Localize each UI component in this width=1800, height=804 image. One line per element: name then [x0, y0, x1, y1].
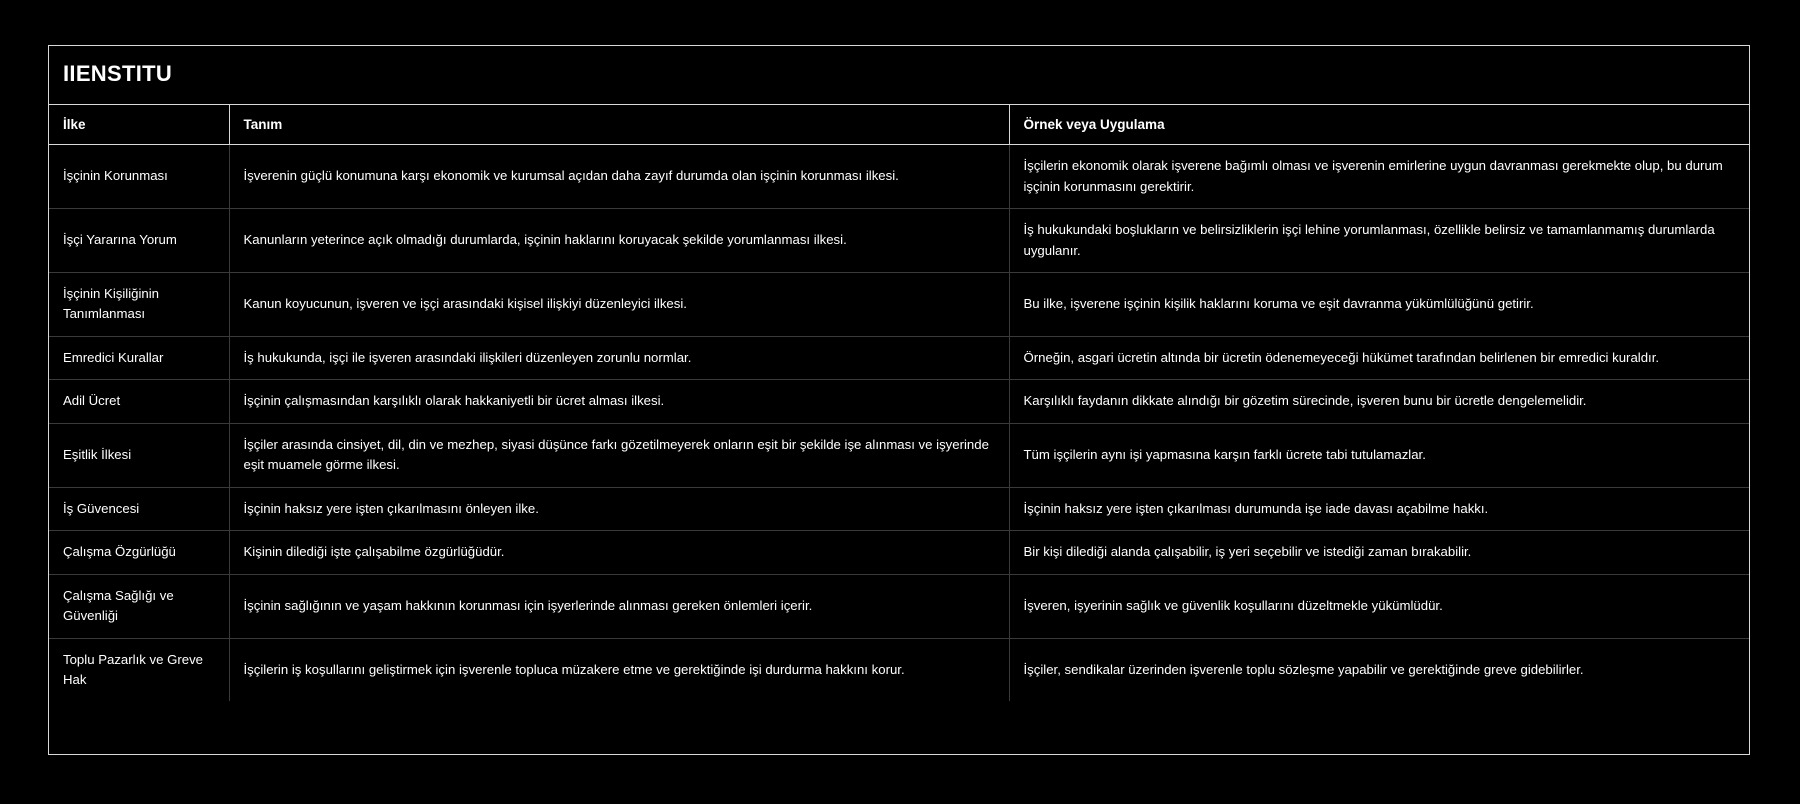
cell-ornek: İşveren, işyerinin sağlık ve güvenlik koşullarını düzeltmekle yükümlüdür. [1009, 574, 1749, 638]
table-row [49, 273, 1749, 337]
table-row [49, 145, 1749, 209]
brand-row [49, 46, 1749, 105]
table-row [49, 209, 1749, 273]
brand-title: IIENSTITU [63, 61, 173, 86]
table-head [49, 46, 1749, 145]
cell-ornek: İşçinin haksız yere işten çıkarılması durumunda işe iade davası açabilme hakkı. [1009, 487, 1749, 530]
cell-ilke: İşçinin Korunması [49, 145, 229, 209]
cell-tanim: İş hukukunda, işçi ile işveren arasındaki ilişkileri düzenleyen zorunlu normlar. [229, 336, 1009, 379]
column-header-tanim: Tanım [229, 105, 1009, 145]
principles-table [49, 46, 1749, 701]
cell-ornek: İşçilerin ekonomik olarak işverene bağımlı olması ve işverenin emirlerine uygun davranması gerekmekte olup, bu durum işçinin korunmasını gerektirir. [1009, 145, 1749, 209]
table-row [49, 423, 1749, 487]
cell-ilke: Toplu Pazarlık ve Greve Hak [49, 638, 229, 701]
cell-ornek: Örneğin, asgari ücretin altında bir ücretin ödenemeyeceği hükümet tarafından belirlenen bir emredici kuraldır. [1009, 336, 1749, 379]
cell-ilke: Emredici Kurallar [49, 336, 229, 379]
cell-ilke: İşçinin Kişiliğinin Tanımlanması [49, 273, 229, 337]
cell-ornek: Karşılıklı faydanın dikkate alındığı bir gözetim sürecinde, işveren bunu bir ücretle dengelemelidir. [1009, 380, 1749, 423]
cell-ornek: İş hukukundaki boşlukların ve belirsizliklerin işçi lehine yorumlanması, özellikle belirsiz ve tamamlanmamış durumlarda uygulanır. [1009, 209, 1749, 273]
cell-ornek: Bu ilke, işverene işçinin kişilik haklarını koruma ve eşit davranma yükümlülüğünü getirir. [1009, 273, 1749, 337]
cell-tanim: İşverenin güçlü konumuna karşı ekonomik ve kurumsal açıdan daha zayıf durumda olan işçinin korunması ilkesi. [229, 145, 1009, 209]
table-row [49, 380, 1749, 423]
column-header-ornek: Örnek veya Uygulama [1009, 105, 1749, 145]
cell-ilke: Çalışma Özgürlüğü [49, 531, 229, 574]
cell-tanim: Kişinin dilediği işte çalışabilme özgürlüğüdür. [229, 531, 1009, 574]
principles-table-container [48, 45, 1750, 755]
cell-ilke: İşçi Yararına Yorum [49, 209, 229, 273]
cell-ornek: Tüm işçilerin aynı işi yapmasına karşın farklı ücrete tabi tutulamazlar. [1009, 423, 1749, 487]
table-row [49, 638, 1749, 701]
cell-tanim: İşçinin sağlığının ve yaşam hakkının korunması için işyerlerinde alınması gereken önlemleri içerir. [229, 574, 1009, 638]
cell-ilke: İş Güvencesi [49, 487, 229, 530]
cell-ilke: Çalışma Sağlığı ve Güvenliği [49, 574, 229, 638]
cell-ornek: İşçiler, sendikalar üzerinden işverenle toplu sözleşme yapabilir ve gerektiğinde greve gidebilirler. [1009, 638, 1749, 701]
table-body [49, 145, 1749, 702]
cell-ilke: Adil Ücret [49, 380, 229, 423]
table-row [49, 531, 1749, 574]
cell-tanim: İşçinin haksız yere işten çıkarılmasını önleyen ilke. [229, 487, 1009, 530]
table-row [49, 336, 1749, 379]
table-row [49, 574, 1749, 638]
cell-tanim: Kanunların yeterince açık olmadığı durumlarda, işçinin haklarını koruyacak şekilde yorumlanması ilkesi. [229, 209, 1009, 273]
cell-tanim: Kanun koyucunun, işveren ve işçi arasındaki kişisel ilişkiyi düzenleyici ilkesi. [229, 273, 1009, 337]
column-header-ilke: İlke [49, 105, 229, 145]
column-header-row [49, 105, 1749, 145]
cell-tanim: İşçilerin iş koşullarını geliştirmek için işverenle topluca müzakere etme ve gerektiğinde işi durdurma hakkını korur. [229, 638, 1009, 701]
cell-tanim: İşçinin çalışmasından karşılıklı olarak hakkaniyetli bir ücret alması ilkesi. [229, 380, 1009, 423]
cell-tanim: İşçiler arasında cinsiyet, dil, din ve mezhep, siyasi düşünce farkı gözetilmeyerek onların eşit bir şekilde işe alınması ve işyerinde eşit muamele görme ilkesi. [229, 423, 1009, 487]
brand-cell [49, 46, 1749, 105]
cell-ornek: Bir kişi dilediği alanda çalışabilir, iş yeri seçebilir ve istediği zaman bırakabilir. [1009, 531, 1749, 574]
cell-ilke: Eşitlik İlkesi [49, 423, 229, 487]
table-row [49, 487, 1749, 530]
